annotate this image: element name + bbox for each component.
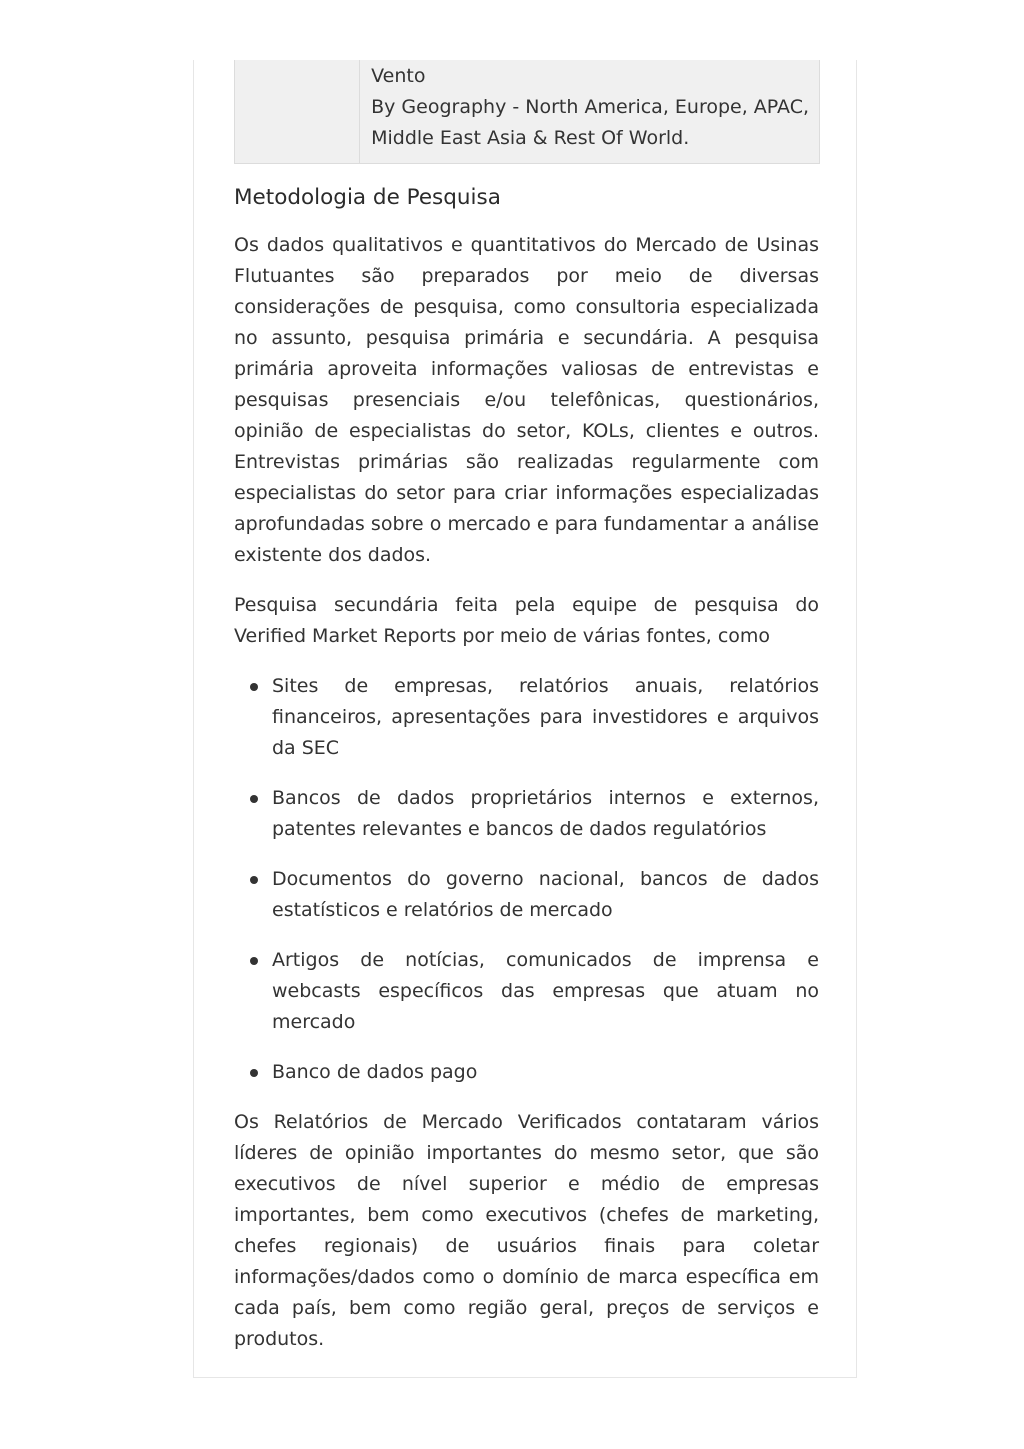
bullet-icon (250, 876, 258, 884)
list-item-text: Documentos do governo nacional, bancos de dados estatísticos e relatórios de mercado (272, 868, 819, 921)
list-item (272, 864, 819, 926)
list-item (272, 1057, 819, 1088)
list-item-text: Sites de empresas, relatórios anuais, relatórios financeiros, apresentações para investidores e arquivos da SEC (272, 675, 819, 759)
segmentation-line: By Geography - North America, Europe, APAC, (371, 96, 809, 118)
sources-list (234, 671, 819, 1088)
bullet-icon (250, 795, 258, 803)
list-item (272, 945, 819, 1038)
secondary-research-intro: Pesquisa secundária feita pela equipe de pesquisa do Verified Market Reports por meio de várias fontes, como (234, 594, 819, 647)
bullet-icon (250, 683, 258, 691)
section-heading: Metodologia de Pesquisa (234, 185, 501, 210)
list-item-text: Artigos de notícias, comunicados de imprensa e webcasts específicos das empresas que atuam no mercado (272, 949, 819, 1033)
segmentation-table (234, 60, 820, 164)
list-item (272, 671, 819, 764)
key-opinion-leaders-paragraph: Os Relatórios de Mercado Verificados contataram vários líderes de opinião importantes do mesmo setor, que são executivos de nível superior e médio de empresas importantes, bem como executivos (chefes de marketing, chefes regionais) de usuários finais para coletar informações/dados como o domínio de marca específica em cada país, bem como região geral, preços de serviços e produtos. (234, 1111, 819, 1350)
list-item (272, 783, 819, 845)
segmentation-line: Middle East Asia & Rest Of World. (371, 127, 690, 149)
bullet-icon (250, 957, 258, 965)
segmentation-label-cell (235, 60, 360, 163)
methodology-section (234, 181, 819, 1374)
list-item-text: Banco de dados pago (272, 1061, 478, 1083)
segmentation-values-cell (360, 60, 819, 163)
report-card (193, 60, 857, 1378)
methodology-paragraph: Os dados qualitativos e quantitativos do Mercado de Usinas Flutuantes são preparados por meio de diversas considerações de pesquisa, como consultoria especializada no assunto, pesquisa primária e secundária. A pesquisa primária aproveita informações valiosas de entrevistas e pesquisas presenciais e/ou telefônicas, questionários, opinião de especialistas do setor, KOLs, clientes e outros. Entrevistas primárias são realizadas regularmente com especialistas do setor para criar informações especializadas aprofundadas sobre o mercado e para fundamentar a análise existente dos dados. (234, 234, 819, 566)
bullet-icon (250, 1069, 258, 1077)
list-item-text: Bancos de dados proprietários internos e externos, patentes relevantes e bancos de dados regulatórios (272, 787, 819, 840)
segmentation-line: Vento (371, 65, 426, 87)
